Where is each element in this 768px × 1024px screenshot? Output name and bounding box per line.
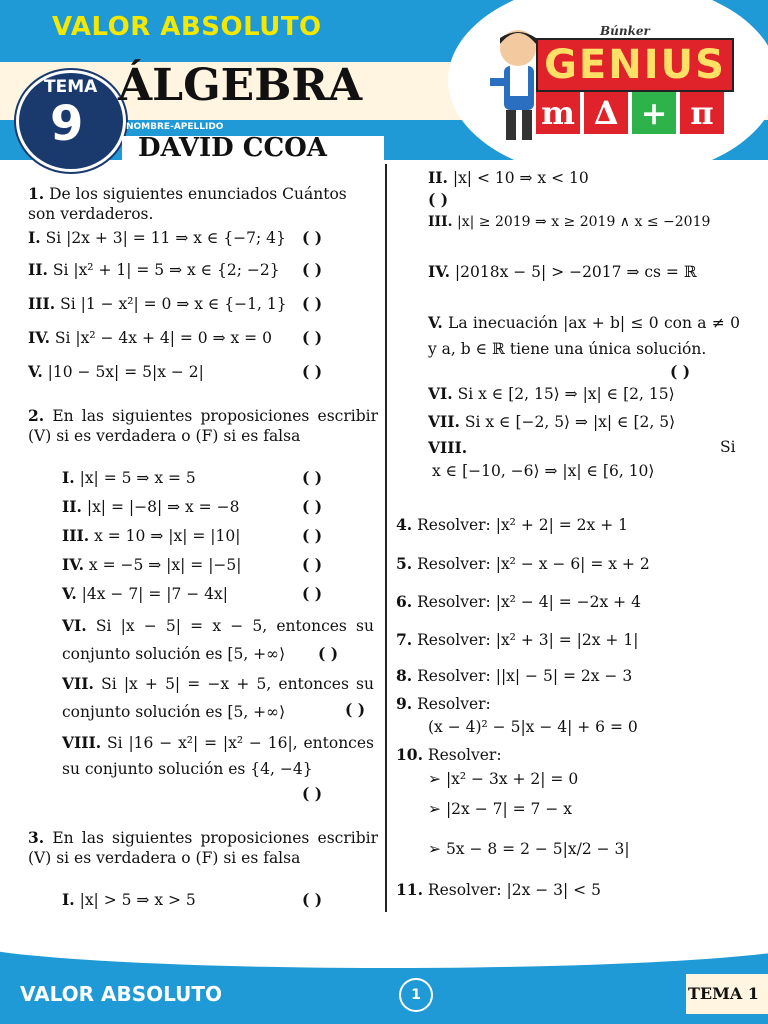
item-label: I. — [62, 468, 75, 487]
q2-item-8 — [62, 730, 374, 782]
q2-item-2 — [28, 497, 384, 516]
author-name: DAVID CCOA — [138, 133, 327, 163]
question-2 — [28, 406, 378, 446]
item-text: |x| = 5 ⇒ x = 5 — [79, 469, 196, 487]
item-text: |x| < 10 ⇒ x < 10 — [452, 169, 589, 187]
item-label: I. — [62, 890, 75, 909]
brand-tagline: Búnker — [600, 24, 650, 38]
q2-item-1 — [28, 468, 384, 487]
q3-item-4 — [428, 262, 748, 281]
q1-item-4 — [28, 328, 384, 347]
column-divider — [385, 164, 387, 920]
answer-parens: ( ) — [302, 784, 323, 803]
item-text: |10 − 5x| = 5|x − 2| — [47, 363, 204, 381]
item-text: Si |x² + 1| = 5 ⇒ x ∈ {2; −2} — [52, 261, 280, 279]
answer-parens: ( ) — [302, 328, 323, 347]
item-text: 5x − 8 = 2 − 5|x/2 − 3| — [445, 840, 630, 858]
question-9-expr: (x − 4)² − 5|x − 4| + 6 = 0 — [428, 718, 638, 736]
tema-number: 9 — [50, 96, 84, 152]
q3-item-8-expr: x ∈ [−10, −6⟩ ⇒ |x| ∈ [6, 10⟩ — [432, 462, 655, 480]
answer-parens: ( ) — [428, 190, 449, 209]
question-expr: |2x − 3| < 5 — [506, 881, 601, 899]
item-text: x = 10 ⇒ |x| = |10| — [94, 527, 241, 545]
answer-parens: ( ) — [302, 890, 323, 909]
answer-parens: ( ) — [302, 260, 323, 279]
question-expr: |x² + 2| = 2x + 1 — [495, 516, 628, 534]
item-text: |x² − 3x + 2| = 0 — [445, 770, 579, 788]
q3-item-6 — [428, 384, 748, 403]
answer-parens: ( ) — [302, 294, 323, 313]
item-label: V. — [62, 584, 77, 603]
item-text: Si |x² − 4x + 4| = 0 ⇒ x = 0 — [54, 329, 272, 347]
item-label: I. — [28, 228, 41, 247]
question-number: 2. — [28, 406, 45, 425]
answer-parens: ( ) — [302, 228, 323, 247]
question-number: 11. — [396, 880, 423, 899]
q3-item-7 — [428, 412, 748, 431]
answer-parens: ( ) — [302, 497, 323, 516]
q3-item-3 — [428, 214, 748, 230]
question-7 — [396, 630, 746, 649]
q2-item-5 — [28, 584, 384, 603]
q3-item-1 — [28, 890, 384, 909]
question-11 — [396, 880, 746, 899]
item-text: Si |x + 5| = −x + 5, entonces su conjunto solución es [5, +∞⟩ — [62, 675, 374, 721]
question-text: De los siguientes enunciados Cuántos son verdaderos. — [28, 185, 347, 223]
q1-item-5 — [28, 362, 384, 381]
question-text: Resolver: — [417, 516, 491, 534]
answer-parens: ( ) — [302, 555, 323, 574]
item-text: La inecuación |ax + b| ≤ 0 con a ≠ 0 y a, b ∈ ℝ tiene una única solución. — [428, 314, 740, 358]
item-text: |2x − 7| = 7 − x — [445, 800, 572, 818]
answer-parens: ( ) — [302, 584, 323, 603]
q2-item-3 — [28, 526, 384, 545]
item-label: VI. — [62, 616, 87, 635]
item-text: |x| ≥ 2019 ⇒ x ≥ 2019 ∧ x ≤ −2019 — [456, 214, 711, 230]
q3-item-8-si: Si — [720, 438, 736, 456]
question-9 — [396, 694, 746, 713]
item-text: Si |2x + 3| = 11 ⇒ x ∈ {−7; 4} — [45, 229, 286, 247]
item-label: V. — [428, 313, 443, 332]
q3-item-2 — [428, 168, 728, 187]
item-label: VII. — [62, 674, 94, 693]
question-3 — [28, 828, 378, 868]
question-expr: |x² − 4| = −2x + 4 — [495, 593, 641, 611]
logo-symbol-compass: ∆ — [584, 92, 628, 134]
q1-item-1 — [28, 228, 384, 247]
item-label: IV. — [28, 328, 50, 347]
item-text: |x| = |−8| ⇒ x = −8 — [86, 498, 240, 516]
tema-label: TEMA — [44, 77, 98, 97]
list-item — [428, 770, 738, 788]
item-label: IV. — [62, 555, 84, 574]
footer-title: VALOR ABSOLUTO — [20, 982, 223, 1006]
item-label: VII. — [428, 412, 460, 431]
question-1 — [28, 184, 378, 224]
logo-symbol-pi: π — [680, 92, 724, 134]
item-label: IV. — [428, 262, 450, 281]
page-number: 1 — [399, 978, 433, 1012]
question-number: 10. — [396, 745, 423, 764]
subject-title: VALOR ABSOLUTO — [52, 12, 322, 42]
item-text: Si |1 − x²| = 0 ⇒ x ∈ {−1, 1} — [60, 295, 287, 313]
logo-symbol-m: m — [536, 92, 580, 134]
item-label: VIII. — [62, 733, 102, 752]
item-text: Si |x − 5| = x − 5, entonces su conjunto solución es [5, +∞⟩ — [62, 617, 374, 663]
question-5 — [396, 554, 746, 573]
question-text: Resolver: — [427, 746, 502, 764]
question-number: 4. — [396, 515, 413, 534]
item-text: |4x − 7| = |7 − 4x| — [81, 585, 228, 603]
answer-parens: ( ) — [670, 362, 691, 381]
question-8 — [396, 666, 746, 685]
question-number: 5. — [396, 554, 413, 573]
question-10 — [396, 745, 746, 764]
item-label: V. — [28, 362, 43, 381]
list-item — [428, 840, 738, 858]
question-text: Resolver: — [417, 631, 491, 649]
course-title: ÁLGEBRA — [118, 60, 363, 111]
arrow-bullet-icon: ➢ — [428, 800, 441, 818]
question-text: Resolver: — [417, 555, 491, 573]
q1-item-2 — [28, 260, 384, 279]
arrow-bullet-icon: ➢ — [428, 770, 441, 788]
question-number: 7. — [396, 630, 413, 649]
answer-parens: ( ) — [302, 526, 323, 545]
question-number: 3. — [28, 828, 45, 847]
q2-item-4 — [28, 555, 384, 574]
item-text: x = −5 ⇒ |x| = |−5| — [88, 556, 242, 574]
item-label: III. — [28, 294, 56, 313]
item-label: III. — [428, 214, 453, 230]
item-label: II. — [28, 260, 48, 279]
item-label: II. — [62, 497, 82, 516]
question-4 — [396, 515, 746, 534]
answer-parens: ( ) — [318, 644, 339, 663]
question-number: 6. — [396, 592, 413, 611]
item-label: III. — [62, 526, 90, 545]
footer-curve — [0, 912, 768, 968]
question-text: En las siguientes proposiciones escribir (V) si es verdadera o (F) si es falsa — [28, 829, 378, 867]
answer-parens: ( ) — [302, 362, 323, 381]
item-label: II. — [428, 168, 448, 187]
item-text: |2018x − 5| > −2017 ⇒ cs = ℝ — [454, 263, 697, 281]
name-label: NOMBRE-APELLIDO — [126, 122, 224, 132]
footer-tema: TEMA 1 — [688, 984, 759, 1003]
item-text: Si x ∈ [2, 15⟩ ⇒ |x| ∈ [2, 15⟩ — [457, 385, 675, 403]
question-text: Resolver: — [417, 667, 491, 685]
q3-item-5 — [428, 310, 740, 362]
question-text: Resolver: — [417, 593, 491, 611]
item-text: Si x ∈ [−2, 5⟩ ⇒ |x| ∈ [2, 5⟩ — [464, 413, 676, 431]
question-expr: |x² − x − 6| = x + 2 — [495, 555, 650, 573]
question-number: 8. — [396, 666, 413, 685]
item-text: Si |16 − x²| = |x² − 16|, entonces su conjunto solución es {4, −4} — [62, 734, 374, 778]
question-expr: |x² + 3| = |2x + 1| — [495, 631, 639, 649]
question-text: Resolver: — [417, 695, 491, 713]
q2-item-7 — [62, 670, 374, 726]
item-label: VI. — [428, 384, 453, 403]
brand-logo: GENIUS — [536, 38, 734, 92]
answer-parens: ( ) — [302, 468, 323, 487]
question-text: En las siguientes proposiciones escribir (V) si es verdadera o (F) si es falsa — [28, 407, 378, 445]
list-item — [428, 800, 738, 818]
arrow-bullet-icon: ➢ — [428, 840, 441, 858]
q1-item-3 — [28, 294, 384, 313]
question-number: 1. — [28, 184, 45, 203]
q3-item-8 — [428, 438, 740, 457]
item-label: VIII. — [428, 438, 468, 457]
question-6 — [396, 592, 746, 611]
question-number: 9. — [396, 694, 413, 713]
logo-symbol-plus: + — [632, 92, 676, 134]
question-expr: ||x| − 5| = 2x − 3 — [495, 667, 633, 685]
item-text: |x| > 5 ⇒ x > 5 — [79, 891, 196, 909]
question-text: Resolver: — [427, 881, 502, 899]
answer-parens: ( ) — [345, 700, 366, 719]
